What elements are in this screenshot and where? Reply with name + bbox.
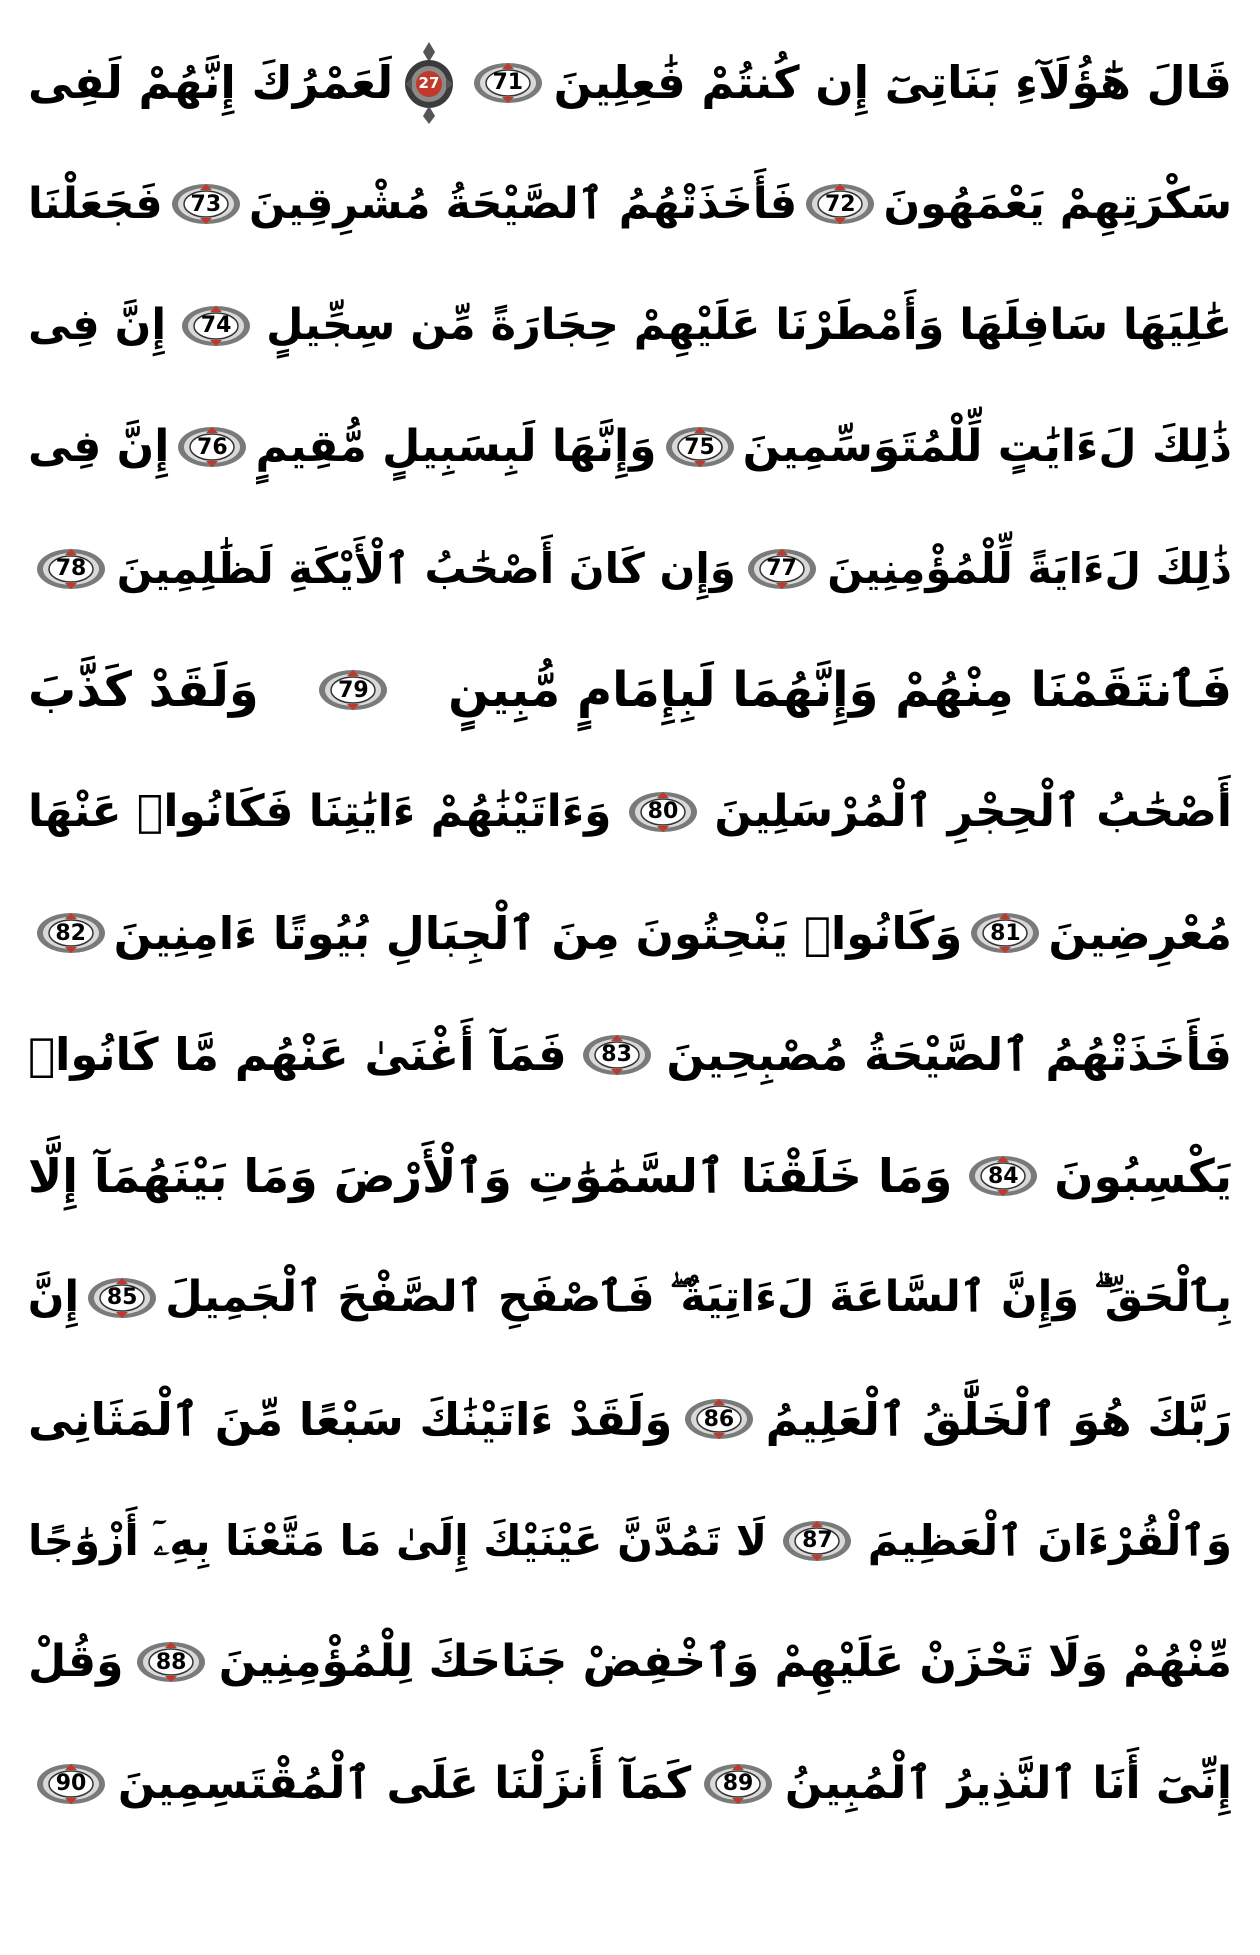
verse-text: إِنَّ [27, 1272, 80, 1323]
verse-number: 71 [492, 70, 524, 96]
verse-number: 79 [338, 677, 369, 703]
verse-text: يَكْسِبُونَ [1054, 1149, 1232, 1204]
verse-text: لَا تَمُدَّنَّ عَيْنَيْكَ إِلَىٰ مَا مَتَّعْنَا بِهِۦٓ أَزْوَٰجًا [28, 1515, 768, 1565]
verse-number-marker [34, 910, 108, 956]
verse-number-marker [175, 424, 249, 470]
verse-number-marker [968, 910, 1042, 956]
verse-number-marker [179, 303, 253, 349]
verse-text: فَأَخَذَتْهُمُ ٱلصَّيْحَةُ مُشْرِقِينَ [248, 178, 798, 229]
verse-text: إِنَّ فِى [28, 421, 170, 473]
verse-number: 86 [703, 1406, 735, 1432]
text-line [28, 1359, 1232, 1481]
verse-text: وَإِنَّهَا لَبِسَبِيلٍ مُّقِيمٍ [255, 421, 657, 473]
verse-number: 90 [55, 1771, 87, 1797]
text-line [28, 873, 1232, 995]
hizb-number: 27 [418, 73, 440, 92]
verse-text: إِنِّىٓ أَنَا ٱلنَّذِيرُ ٱلْمُبِينُ [784, 1757, 1232, 1809]
text-line [28, 387, 1232, 509]
verse-number-marker [745, 546, 819, 592]
verse-text: عَٰلِيَهَا سَافِلَهَا وَأَمْطَرْنَا عَلَيْهِمْ حِجَارَةً مِّن سِجِّيلٍ [266, 300, 1232, 351]
verse-number-marker [34, 1761, 108, 1807]
verse-text: وَءَاتَيْنَٰهُمْ ءَايَٰتِنَا فَكَانُوا۟ عَنْهَا [28, 785, 612, 837]
verse-text: قَالَ هَٰٓؤُلَآءِ بَنَاتِىٓ إِن كُنتُمْ فَٰعِلِينَ [553, 56, 1232, 110]
verse-text: وَكَانُوا۟ يَنْحِتُونَ مِنَ ٱلْجِبَالِ بُيُوتًا ءَامِنِينَ [113, 906, 963, 960]
text-line [28, 1723, 1232, 1845]
verse-number-marker [169, 181, 243, 227]
verse-text: بِٱلْحَقِّ ۗ وَإِنَّ ٱلسَّاعَةَ لَءَاتِيَةٌ ۖ فَٱصْفَحِ ٱلصَّفْحَ ٱلْجَمِيلَ [165, 1272, 1232, 1323]
verse-number-marker [85, 1275, 159, 1321]
verse-number-marker [780, 1518, 854, 1564]
verse-text: وَلَقَدْ ءَاتَيْنَٰكَ سَبْعًا مِّنَ ٱلْمَثَانِى [28, 1392, 673, 1446]
verse-number-marker [626, 789, 700, 835]
verse-text: فَٱنتَقَمْنَا مِنْهُمْ وَإِنَّهُمَا لَبِإِمَامٍ مُّبِينٍ [448, 662, 1232, 719]
verse-number-marker [663, 424, 737, 470]
verse-text: مِّنْهُمْ وَلَا تَحْزَنْ عَلَيْهِمْ وَٱخْفِضْ جَنَاحَكَ لِلْمُؤْمِنِينَ [218, 1636, 1232, 1688]
text-line [28, 508, 1232, 630]
verse-number-marker [316, 667, 390, 713]
text-line [28, 144, 1232, 266]
text-line [28, 265, 1232, 387]
verse-number: 82 [55, 920, 86, 946]
verse-text: وَٱلْقُرْءَانَ ٱلْعَظِيمَ [867, 1515, 1232, 1565]
hizb-marker [400, 40, 458, 126]
text-line [28, 630, 1232, 752]
verse-text: وَلَقَدْ كَذَّبَ [28, 662, 259, 719]
text-line [28, 1480, 1232, 1602]
text-line [28, 1237, 1232, 1359]
verse-number: 85 [106, 1285, 138, 1311]
verse-number-marker [682, 1396, 756, 1442]
verse-number: 83 [601, 1042, 632, 1068]
verse-number-marker [471, 60, 545, 106]
verse-number: 73 [190, 191, 222, 217]
verse-text: وَقُلْ [28, 1636, 124, 1688]
verse-text: فَأَخَذَتْهُمُ ٱلصَّيْحَةُ مُصْبِحِينَ [666, 1028, 1232, 1082]
text-line [28, 1602, 1232, 1724]
verse-text: سَكْرَتِهِمْ يَعْمَهُونَ [883, 178, 1232, 229]
verse-text: فَجَعَلْنَا [28, 178, 163, 229]
verse-number: 80 [647, 799, 679, 825]
text-line [28, 1116, 1232, 1238]
verse-number: 75 [684, 434, 715, 460]
verse-number: 88 [155, 1649, 187, 1675]
verse-text: ذَٰلِكَ لَءَايَٰتٍ لِّلْمُتَوَسِّمِينَ [742, 421, 1232, 473]
text-line [28, 22, 1232, 144]
verse-text: ذَٰلِكَ لَءَايَةً لِّلْمُؤْمِنِينَ [827, 543, 1232, 593]
verse-number-marker [966, 1153, 1040, 1199]
verse-text: إِنَّ فِى [28, 300, 167, 351]
verse-number: 87 [802, 1528, 833, 1554]
verse-number-marker [701, 1761, 775, 1807]
verse-number: 74 [200, 313, 232, 339]
verse-number-marker [580, 1032, 654, 1078]
verse-text: وَإِن كَانَ أَصْحَٰبُ ٱلْأَيْكَةِ لَظَٰلِمِينَ [116, 543, 736, 593]
verse-text: رَبَّكَ هُوَ ٱلْخَلَّٰقُ ٱلْعَلِيمُ [765, 1392, 1232, 1446]
verse-number: 84 [987, 1163, 1019, 1189]
verse-number: 77 [766, 556, 797, 582]
text-line [28, 994, 1232, 1116]
verse-number-marker [803, 181, 877, 227]
verse-text: فَمَآ أَغْنَىٰ عَنْهُم مَّا كَانُوا۟ [28, 1028, 567, 1082]
verse-number: 89 [722, 1771, 754, 1797]
verse-number-marker [134, 1639, 208, 1685]
verse-number: 76 [197, 434, 228, 460]
verse-text: كَمَآ أَنزَلْنَا عَلَى ٱلْمُقْتَسِمِينَ [117, 1757, 692, 1809]
verse-text: لَعَمْرُكَ إِنَّهُمْ لَفِى [28, 56, 394, 110]
verse-number-marker [34, 546, 108, 592]
verse-text: وَمَا خَلَقْنَا ٱلسَّمَٰوَٰتِ وَٱلْأَرْضَ وَمَا بَيْنَهُمَآ إِلَّا [28, 1149, 953, 1204]
verse-number: 78 [55, 556, 87, 582]
verse-text: أَصْحَٰبُ ٱلْحِجْرِ ٱلْمُرْسَلِينَ [714, 785, 1232, 837]
verse-text: مُعْرِضِينَ [1048, 906, 1232, 960]
verse-number: 81 [990, 920, 1021, 946]
verse-number: 72 [824, 191, 856, 217]
text-line [28, 751, 1232, 873]
